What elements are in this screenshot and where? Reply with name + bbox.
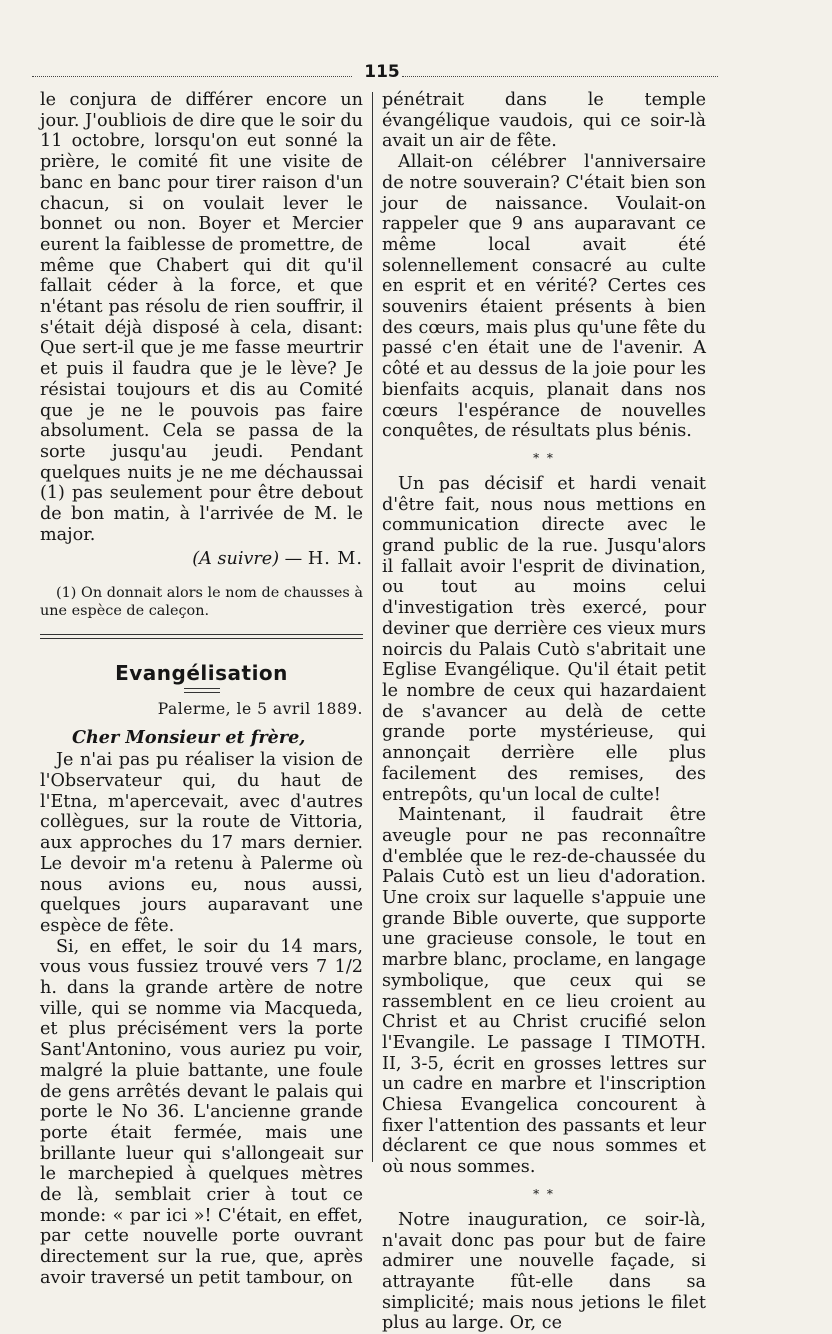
footnote: (1) On donnait alors le nom de chausses à une espèce de caleçon.	[40, 585, 363, 620]
article-paragraph: pénétrait dans le temple évangélique vaudois, qui ce soir-là avait un air de fête.	[382, 90, 706, 152]
header-rule-right	[402, 76, 718, 77]
letter-dateline: Palerme, le 5 avril 1889.	[157, 699, 363, 718]
letter-paragraph: Si, en effet, le soir du 14 mars, vous vous fussiez trouvé vers 7 1/2 h. dans la grande artère de notre ville, qui se nomme via Macqueda, et plus précisément vers la porte Sant'Antonino, vous auriez pu voir, malgré la pluie battante, une foule de gens arrêtés devant le palais qui porte le No 36. L'ancienne grande porte était fermée, mais une brillante lueur qui s'allongeait sur le marchepied à quelques mètres de là, semblait crier à tout ce monde: « par ici »! C'était, en effet, par cette nouvelle porte ouvrant directement sur la rue, que, après avoir traversé un petit tambour, on	[40, 936, 363, 1288]
article-paragraph: Notre inauguration, ce soir-là, n'avait donc pas pour but de faire admirer une nouvelle façade, si attrayante fût-elle dans sa simplicité; mais nous jetions le filet plus au large. Or, ce	[382, 1209, 706, 1334]
header-rule-left	[32, 76, 352, 77]
left-column	[40, 90, 363, 1289]
letter-salutation: Cher Monsieur et frère,	[72, 726, 306, 748]
continuation-paragraph: le conjura de différer encore un jour. J'oubliois de dire que le soir du 11 octobre, lorsqu'on eut sonné la prière, le comité fit une visite de banc en banc pour tirer raison d'un chacun, si on voulait lever le bonnet ou non. Boyer et Mercier eurent la faiblesse de promettre, de même que Chabert qui dit qu'il fallait céder à la force, et que n'étant pas résolu de rien souffrir, il s'était déjà disposé à cela, disant: Que sert-il que je me fasse meurtrir et puis il faudra que je le lève? Je résistai toujours et dis au Comité que je ne le pouvois pas faire absolument. Cela se passa de la sorte jusqu'au jeudi. Pendant quelques nuits je ne me déchaussai (1) pas seulement pour être debout de bon matin, à l'arrivée de M. le major.	[40, 90, 363, 545]
running-header	[32, 62, 718, 84]
to-follow-note: (A suivre)	[192, 549, 280, 570]
article-paragraph: Allait-on célébrer l'anniversaire de notre souverain? C'était bien son jour de naissance. Voulait-on rappeler que 9 ans auparavant ce même local avait été solennellement consacré au culte en esprit et en vérité? Certes ces souvenirs étaient présents à bien des cœurs, mais plus qu'une fête du passé c'en était une de l'avenir. A côté et au dessus de la joie pour les bienfaits acquis, planait dans nos cœurs l'espérance de nouvelles conquêtes, de résultats plus bénis.	[382, 152, 706, 442]
right-column	[382, 90, 706, 1334]
letter-paragraph: Je n'ai pas pu réaliser la vision de l'Observateur qui, du haut de l'Etna, m'apercevait, avec d'autres collègues, sur la route de Vittoria, aux approches du 17 mars dernier. Le devoir m'a retenu à Palerme où nous avions eu, nous aussi, quelques jours auparavant une espèce de fête.	[40, 750, 363, 936]
article-paragraph: Un pas décisif et hardi venait d'être fait, nous nous mettions en communication directe avec le grand public de la rue. Jusqu'alors il fallait avoir l'esprit de divination, ou tout au moins celui d'investigation très exercé, pour deviner que derrière ces vieux murs noircis du Palais Cutò s'abritait une Eglise Evangélique. Qu'il était petit le nombre de ceux qui hazardaient de s'avancer au delà de cette grande porte mystérieuse, qui annonçait derrière elle plus facilement des remises, des entrepôts, qu'un local de culte!	[382, 473, 706, 805]
asterism-divider: * *	[533, 1186, 555, 1201]
page-number: 115	[364, 62, 400, 82]
author-initials: H. M.	[307, 549, 363, 570]
asterism-divider: * *	[533, 450, 555, 465]
title-ornament	[184, 688, 220, 693]
section-title: Evangélisation	[115, 661, 288, 686]
signature-dash: —	[284, 549, 303, 570]
section-separator	[40, 634, 363, 639]
article-paragraph: Maintenant, il faudrait être aveugle pour ne pas reconnaître d'emblée que le rez-de-chaussée du Palais Cutò est un lieu d'adoration. Une croix sur laquelle s'appuie une grande Bible ouverte, que supporte une gracieuse console, le tout en marbre blanc, proclame, en langage symbolique, que ceux qui se rassemblent en ce lieu croient au Christ et au Christ crucifié selon l'Evangile. Le passage I TIMOTH. II, 3-5, écrit en grosses lettres sur un cadre en marbre et l'inscription Chiesa Evangelica concourent à fixer l'attention des passants et leur déclarent ce que nous sommes et où nous sommes.	[382, 805, 706, 1178]
column-divider	[372, 92, 373, 1162]
signature-line	[40, 549, 363, 570]
